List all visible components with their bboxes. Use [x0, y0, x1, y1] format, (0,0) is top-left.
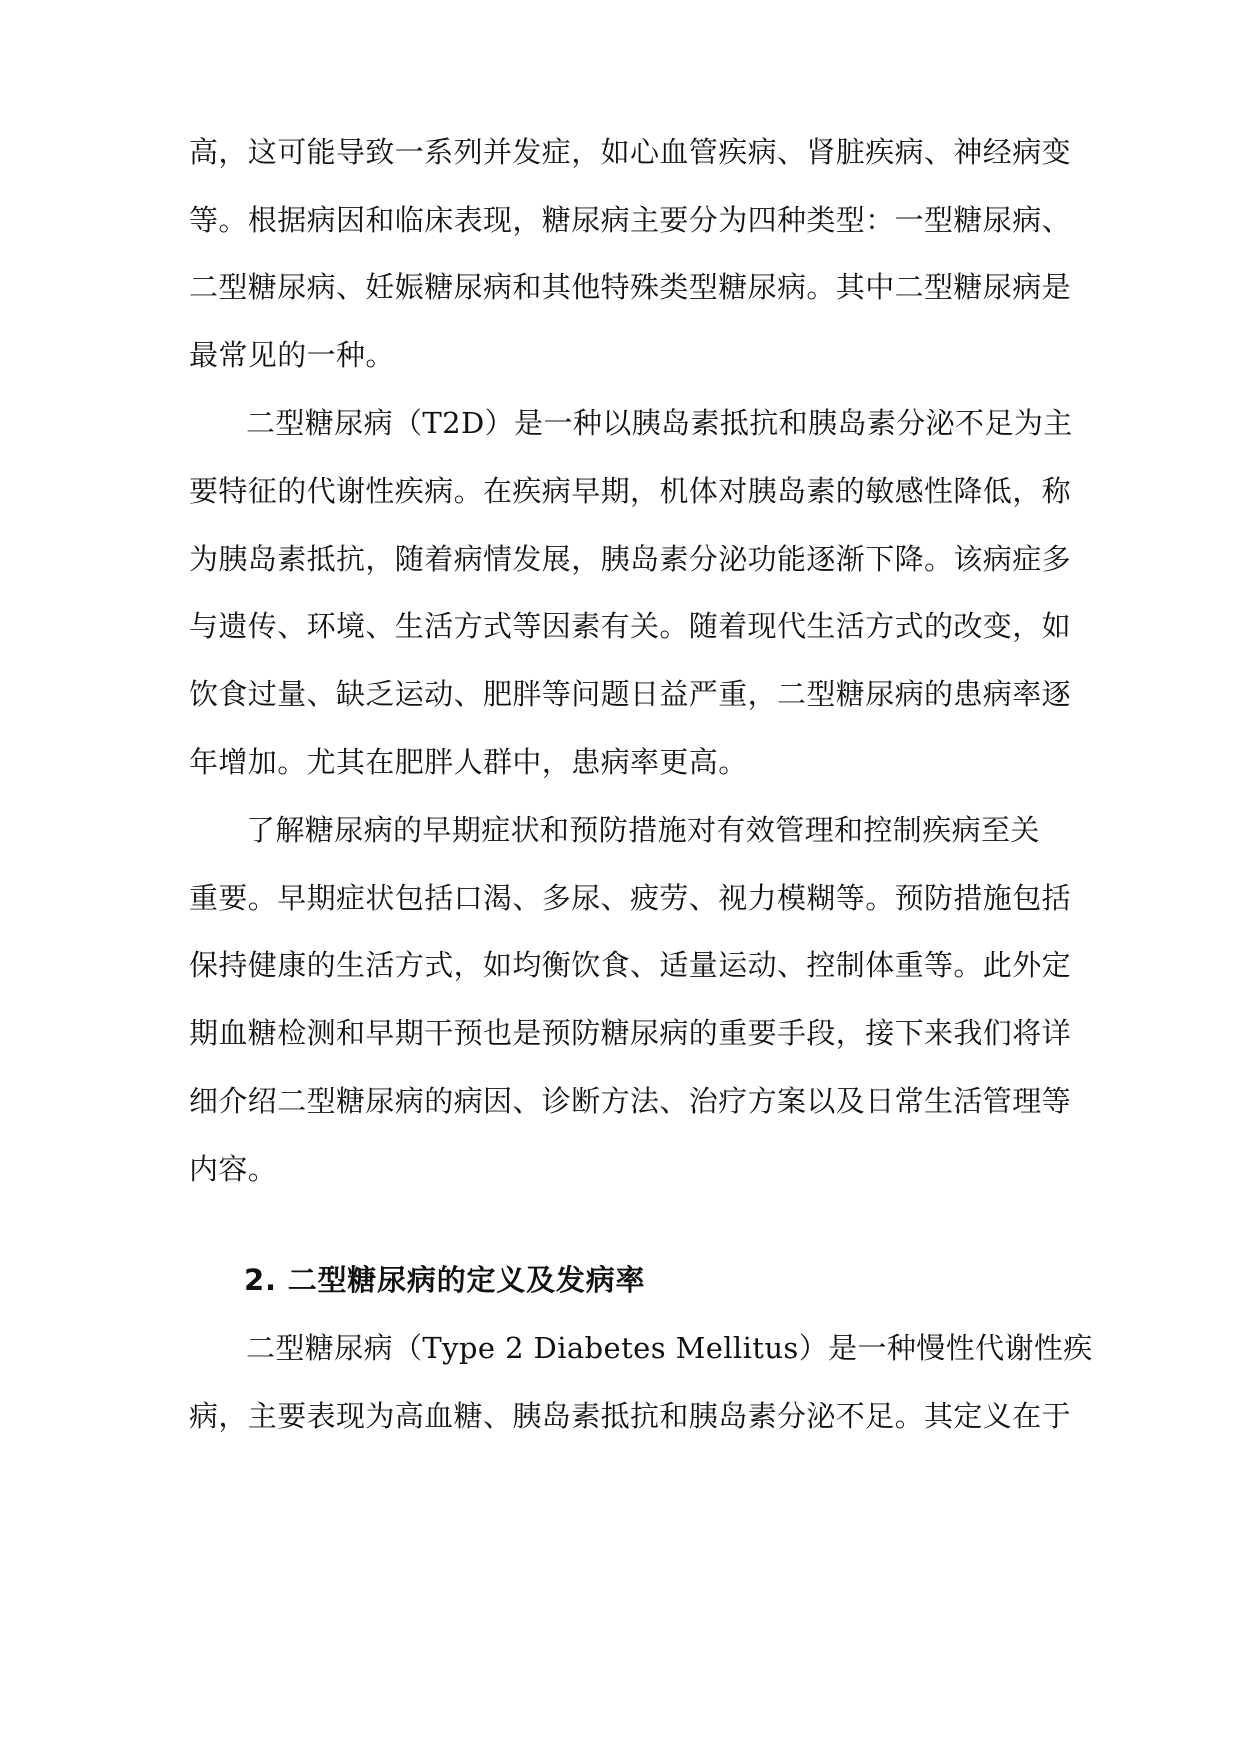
paragraph-3-line-5: 细介绍二型糖尿病的病因、诊断方法、治疗方案以及日常生活管理等: [189, 1084, 1072, 1118]
paragraph-2-line-6: 年增加。尤其在肥胖人群中，患病率更高。: [189, 745, 748, 779]
paragraph-4-line-1: 二型糖尿病（Type 2 Diabetes Mellitus）是一种慢性代谢性疾: [246, 1331, 1093, 1365]
paragraph-2-line-3: 为胰岛素抵抗，随着病情发展，胰岛素分泌功能逐渐下降。该病症多: [189, 542, 1072, 576]
paragraph-3-line-1: 了解糖尿病的早期症状和预防措施对有效管理和控制疾病至关: [246, 813, 1040, 847]
section-heading: 2. 二型糖尿病的定义及发病率: [244, 1263, 646, 1297]
paragraph-2-line-5: 饮食过量、缺乏运动、肥胖等问题日益严重，二型糖尿病的患病率逐: [189, 677, 1072, 711]
paragraph-1-line-1: 高，这可能导致一系列并发症，如心血管疾病、肾脏疾病、神经病变: [189, 135, 1072, 169]
paragraph-1-line-2: 等。根据病因和临床表现，糖尿病主要分为四种类型：一型糖尿病、: [189, 203, 1072, 237]
paragraph-1-line-4: 最常见的一种。: [189, 338, 395, 372]
paragraph-2-line-4: 与遗传、环境、生活方式等因素有关。随着现代生活方式的改变，如: [189, 609, 1072, 643]
paragraph-3-line-2: 重要。早期症状包括口渴、多尿、疲劳、视力模糊等。预防措施包括: [189, 881, 1072, 915]
paragraph-2-line-2: 要特征的代谢性疾病。在疾病早期，机体对胰岛素的敏感性降低，称: [189, 474, 1072, 508]
paragraph-3-line-6: 内容。: [189, 1152, 278, 1186]
paragraph-3-line-4: 期血糖检测和早期干预也是预防糖尿病的重要手段，接下来我们将详: [189, 1016, 1072, 1050]
paragraph-3-line-3: 保持健康的生活方式，如均衡饮食、适量运动、控制体重等。此外定: [189, 948, 1072, 982]
paragraph-1-line-3: 二型糖尿病、妊娠糖尿病和其他特殊类型糖尿病。其中二型糖尿病是: [189, 270, 1072, 304]
paragraph-2-line-1: 二型糖尿病（T2D）是一种以胰岛素抵抗和胰岛素分泌不足为主: [246, 406, 1073, 440]
paragraph-4-line-2: 病，主要表现为高血糖、胰岛素抵抗和胰岛素分泌不足。其定义在于: [189, 1399, 1072, 1433]
